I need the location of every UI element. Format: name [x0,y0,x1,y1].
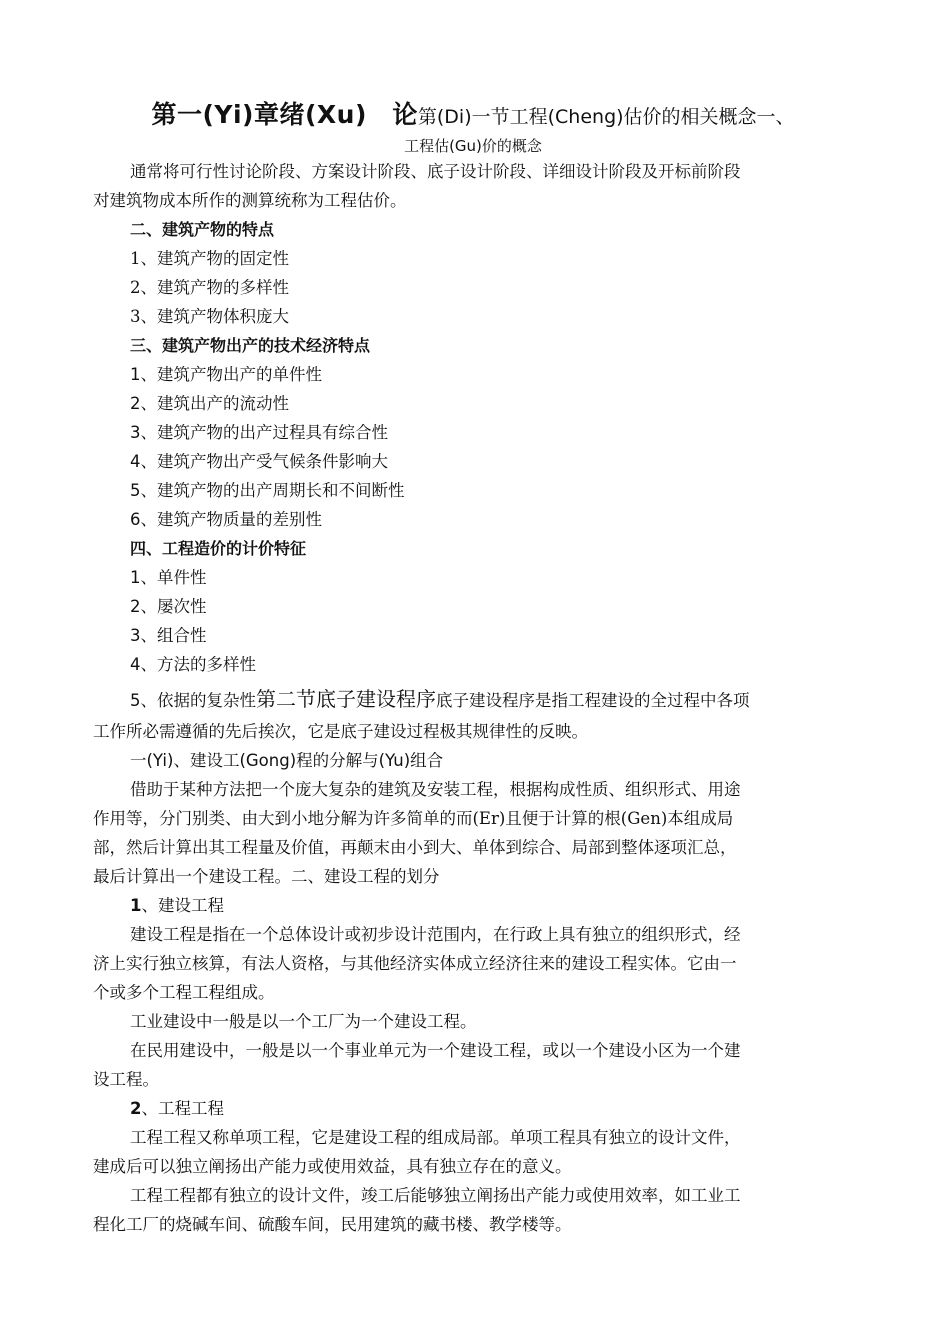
subheading [93,891,853,920]
subheading [93,1094,853,1123]
list-item: 2、建筑出产的流动性 [130,394,289,413]
list-item: 3、建筑产物体积庞大 [130,307,289,326]
mixed-line [93,683,853,717]
subheading-number: 2 [130,1099,142,1118]
paragraph: 作用等，分门别类、由大到小地分解为许多简单的而(Er)且便于计算的根(Gen)本组成局 [93,809,734,828]
paragraph: 在民用建设中，一般是以一个事业单元为一个建设工程，或以一个建设小区为一个建 [130,1041,741,1060]
paragraph: 个或多个工程工程组成。 [93,983,275,1002]
title-line [93,95,853,135]
list-item: 2、建筑产物的多样性 [130,278,289,297]
list-item: 5、依据的复杂性 [130,691,256,710]
paragraph: 程化工厂的烧碱车间、硫酸车间，民用建筑的藏书楼、教学楼等。 [93,1215,572,1234]
paragraph: 工程工程都有独立的设计文件，竣工后能够独立阐扬出产能力或使用效率，如工业工 [130,1186,741,1205]
subheading-number: 1 [130,896,142,915]
paragraph: 工业建设中一般是以一个工厂为一个建设工程。 [130,1012,477,1031]
heading: 二、建筑产物的特点 [130,220,275,239]
paragraph: 济上实行独立核算，有法人资格，与其他经济实体成立经济往来的建设工程实体。它由一 [93,954,737,973]
paragraph: 通常将可行性讨论阶段、方案设计阶段、底子设计阶段、详细设计阶段及开标前阶段 [130,162,741,181]
paragraph: 借助于某种方法把一个庞大复杂的建筑及安装工程，根据构成性质、组织形式、用途 [130,780,741,799]
heading: 四、工程造价的计价特征 [130,539,307,558]
heading: 二、建设工程的划分 [291,867,440,886]
list-item: 1、建筑产物出产的单件性 [130,365,322,384]
heading: 一(Yi)、建设工(Gong)程的分解与(Yu)组合 [130,751,444,770]
paragraph: 最后计算出一个建设工程。 [93,867,291,886]
chapter-title: 第一(Yi)章绪(Xu) 论 [151,100,418,129]
paragraph: 部，然后计算出其工程量及价值，再颠末由小到大、单体到综合、局部到整体逐项汇总， [93,838,737,857]
section1-title: 第(Di)一节工程(Cheng)估价的相关概念一、 [417,106,795,128]
list-item: 2、屡次性 [130,597,207,616]
paragraph: 对建筑物成本所作的测算统称为工程估价。 [93,191,407,210]
list-item: 1、单件性 [130,568,207,587]
subheading-text: 、工程工程 [141,1099,224,1118]
paragraph: 工作所必需遵循的先后挨次，它是底子建设过程极其规律性的反映。 [93,722,588,741]
list-item: 3、建筑产物的出产过程具有综合性 [130,423,388,442]
list-item: 4、建筑产物出产受气候条件影响大 [130,452,388,471]
list-item: 4、方法的多样性 [130,655,256,674]
mixed-line [93,862,853,891]
list-item: 5、建筑产物的出产周期长和不间断性 [130,481,405,500]
subheading-text: 、建设工程 [141,896,224,915]
subtitle: 工程估(Gu)价的概念 [404,137,542,155]
list-item: 1、建筑产物的固定性 [130,249,289,268]
paragraph: 底子建设程序是指工程建设的全过程中各项 [436,691,750,710]
paragraph: 设工程。 [93,1070,159,1089]
list-item: 6、建筑产物质量的差别性 [130,510,322,529]
paragraph: 工程工程又称单项工程，它是建设工程的组成局部。单项工程具有独立的设计文件， [130,1128,741,1147]
paragraph: 建成后可以独立阐扬出产能力或使用效益，具有独立存在的意义。 [93,1157,572,1176]
list-item: 3、组合性 [130,626,207,645]
document-body [93,95,853,1239]
section2-title: 第二节底子建设程序 [256,687,436,711]
heading: 三、建筑产物出产的技术经济特点 [130,336,371,355]
paragraph: 建设工程是指在一个总体设计或初步设计范围内，在行政上具有独立的组织形式，经 [130,925,741,944]
